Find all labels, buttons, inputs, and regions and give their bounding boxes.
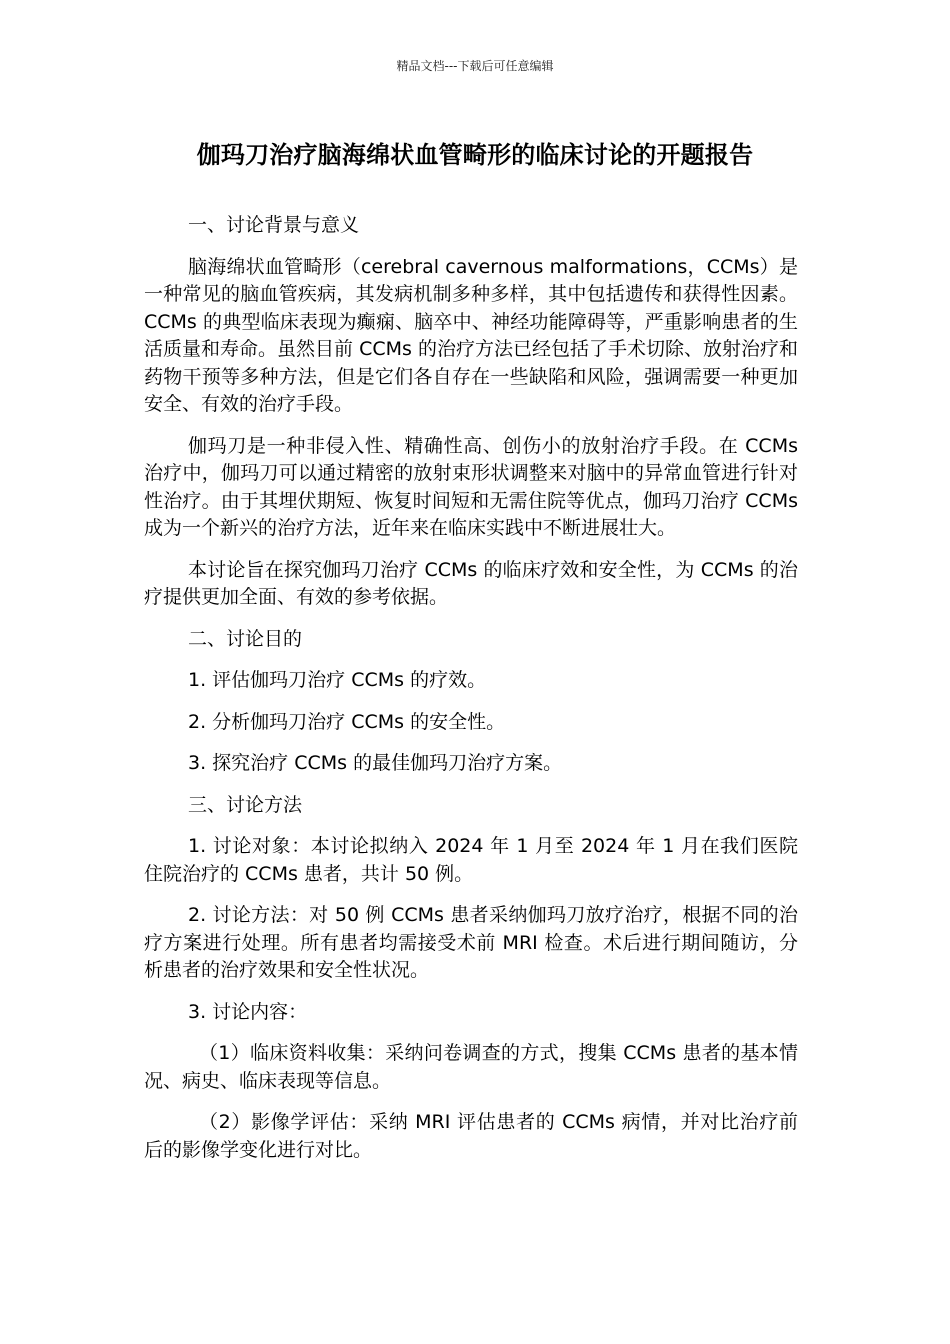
objective-item-1: 1. 评估伽玛刀治疗 CCMs 的疗效。 bbox=[188, 669, 487, 691]
objective-item-2: 2. 分析伽玛刀治疗 CCMs 的安全性。 bbox=[188, 710, 506, 733]
section-heading-methods: 三、讨论方法 bbox=[188, 793, 303, 816]
paragraph-gamma-knife: 伽玛刀是一种非侵入性、精确性高、创伤小的放射治疗手段。在 CCMs 治疗中，伽玛刀可以通过精密的放射束形状调整来对脑中的异常血管进行针对性治疗。由于其埋伏期短、恢复时间短和无需住院等优点，伽玛刀治疗 CCMs 成为一个新兴的治疗方法，近年来在临床实践中不断进展壮大。 bbox=[144, 434, 798, 539]
method-item-content: 3. 讨论内容： bbox=[188, 1000, 308, 1023]
paragraph-study-aim: 本讨论旨在探究伽玛刀治疗 CCMs 的临床疗效和安全性，为 CCMs 的治疗提供更加全面、有效的参考依据。 bbox=[144, 558, 798, 608]
method-item-approach: 2. 讨论方法：对 50 例 CCMs 患者采纳伽玛刀放疗治疗，根据不同的治疗方案进行处理。所有患者均需接受术前 MRI 检查。术后进行期间随访，分析患者的治疗效果和安全性状况。 bbox=[144, 904, 798, 981]
paragraph-background-ccms: 脑海绵状血管畸形（cerebral cavernous malformations，CCMs）是一种常见的脑血管疾病，其发病机制多种多样，其中包括遗传和获得性因素。CCMs 的典型临床表现为癫痫、脑卒中、神经功能障碍等，严重影响患者的生活质量和寿命。虽然目前 CCMs 的治疗方法已经包括了手术切除、放射治疗和药物干预等多种方法，但是它们各自存在一些缺陷和风险，强调需要一种更加安全、有效的治疗手段。 bbox=[144, 255, 798, 415]
content-item-clinical-data: （1）临床资料收集：采纳问卷调查的方式，搜集 CCMs 患者的基本情况、病史、临床表现等信息。 bbox=[144, 1042, 798, 1092]
section-heading-objectives: 二、讨论目的 bbox=[188, 627, 303, 650]
section-heading-background: 一、讨论背景与意义 bbox=[188, 214, 360, 236]
objective-item-3: 3. 探究治疗 CCMs 的最佳伽玛刀治疗方案。 bbox=[188, 752, 563, 774]
document-body bbox=[144, 212, 798, 1178]
content-item-imaging: （2）影像学评估：采纳 MRI 评估患者的 CCMs 病情，并对比治疗前后的影像学变化进行对比。 bbox=[144, 1111, 798, 1161]
document-title: 伽玛刀治疗脑海绵状血管畸形的临床讨论的开题报告 bbox=[196, 141, 754, 169]
method-item-subjects: 1. 讨论对象：本讨论拟纳入 2024 年 1 月至 2024 年 1 月在我们医院住院治疗的 CCMs 患者，共计 50 例。 bbox=[144, 835, 798, 885]
page-header: 精品文档---下载后可任意编辑 bbox=[396, 59, 554, 73]
